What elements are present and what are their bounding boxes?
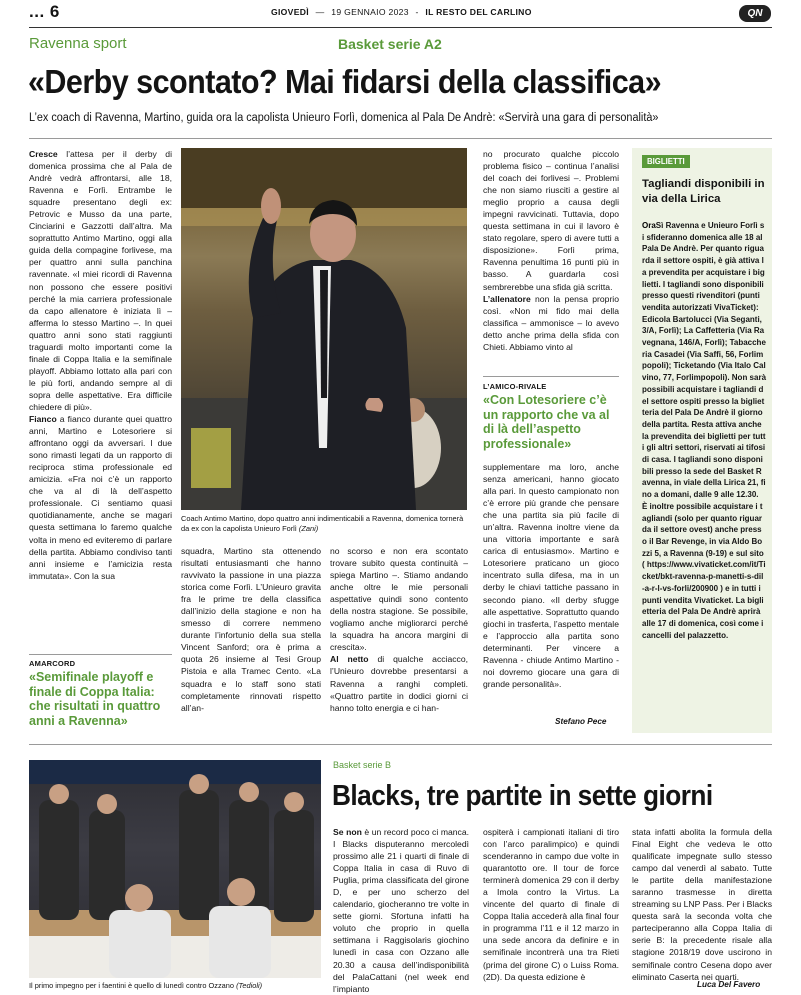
sidebar-title: Tagliandi disponibili in via della Lirica [642, 178, 765, 205]
paragraph: Se non è un record poco ci manca. I Blacks disputeranno mercoledì prossimo alle 21 i quarti di finale di Coppa Italia in casa di Ruvo di Puglia, prima classificata del girone D, e per uno scherzo del calendario, giocheranno tre volte in sette giorni. Sfortuna infatti ha voluto che proprio in quella settimana i Raggisolaris giochino lunedì in casa con Ozzano alle 20.30 a causa dell’indisponibilità del PalaCattani (nel week end l’impianto [333, 827, 470, 994]
paragraph-lead: Al netto [330, 654, 369, 665]
amico-pull-quote: «Con Lotesoriere c’è un rapporto che va al di là dell’aspetto professionale» [483, 393, 610, 451]
coach-photo [181, 148, 467, 510]
article2-col-1 [333, 826, 470, 994]
paragraph: L’allenatore non la pensa proprio così. «Non mi fido mai della classifica – ammonisce – lo avevo detto anche prima della sfida con Chieti. Abbiamo vinto al [483, 293, 619, 352]
header-dash: - [415, 7, 419, 17]
article2-col-3: stata infatti abolita la formula della Final Eight che vedeva le otto qualificate impegnate sullo stesso campo dal venerdì al sabato. Tutte le partite della manifestazione saranno trasmesse in diretta streaming su LNP Pass. Per i Blacks questa sarà la seconda volta che parteciperanno alla Coppa Italia di serie B: la precedente risale alla stagione 2018/19 dove uscirono in semifinale contro Cesena dopo aver eliminato Caserta nei quarti. [632, 827, 772, 982]
article-col-4a: no procurato qualche piccolo problema fisico – continua l’analisi del coach dei forlivesi –. Problemi che non siamo riusciti a gestire al meglio proprio a causa degli impegni ravvicinati. Tuttavia, dopo questa settimana in cui il lavoro è stato regolare, spero di avere tutti a disposizione». Forlì prima, Ravenna penultima 16 punti più in basso. A guardarla così sembrerebbe una sfida già scritta. L’allenatore non la pensa proprio così. «Non mi fido mai della classifica – ammonisce – lo avevo detto anche prima della sfida con Chieti. Abbiamo vinto al [483, 149, 619, 352]
page-number: ... 6 [29, 2, 60, 21]
paragraph-lead: Cresce [29, 149, 58, 159]
header-dateline [271, 7, 532, 17]
article-col-4c: supplementare ma loro, anche senza americani, hanno giocato alla pari. In questo campionato non c’è errore più grande che pensare che una partita sia più facile di un’altra. Ravenna inoltre viene da una vittoria importante e sarà carica di entusiasmo». Martino e Lotesoriere praticano un gioco incentrato sulla difesa, ma in un derby le chiavi tattiche passano in secondo piano. «Il derby sfugge alle aspettative. Soprattutto quando giochi in trasferta, l’aspetto mentale e l’approccio alla partita sono determinanti. Per vincere a Ravenna - chiude Antimo Martino - noi dovremo giocare una gara di grande personalità». [483, 462, 619, 689]
photo-credit-2: (Tedioli) [236, 981, 263, 990]
photo-caption-2: Il primo impegno per i faentini è quello di lunedì contro Ozzano (Tedioli) [29, 981, 263, 990]
section-sport: Basket serie A2 [338, 36, 442, 52]
amarcord-kicker: AMARCORD [29, 659, 76, 668]
photo-caption: Coach Antimo Martino, dopo quattro anni indimenticabili a Ravenna, domenica tornerà da ex con la capolista Unieuro Forlì (Zani) [181, 514, 464, 534]
header-sep: — [315, 7, 325, 17]
article-col-2: squadra, Martino sta ottenendo risultati entusiasmanti che hanno ravvivato la passione in una piazza storica come Forlì. L’Unieuro gravita fra le prime tre della classifica dall’inizio della stagione e non ha smesso di correre nemmeno durante l’infortunio della sua stella Vincent Sanford; ora è prima a quota 26 insieme al Tesi Group Pistoia e alla Tramec Cento. «La squadra e lo staff sono stati completamente rinnovati rispetto all’an- [181, 546, 321, 713]
team-huddle [29, 760, 321, 978]
section-name: Ravenna sport [29, 35, 127, 52]
amarcord-pull-quote: «Semifinale playoff e finale di Coppa Italia: che risultati in quattro anni a Ravenna» [29, 670, 161, 728]
coach-figure [181, 148, 467, 510]
col-rule [29, 654, 172, 655]
paragraph: Al netto di qualche acciacco, l’Unieuro dovrebbe presentarsi a Ravenna a ranghi completi. «Quattro partite in dodici giorni ci hanno tolto energia e ci han- [330, 654, 469, 713]
article-col-1 [29, 148, 172, 648]
article2-headline: Blacks, tre partite in sette giorni [332, 780, 713, 812]
article2-byline: Luca Del Favero [697, 980, 761, 989]
header-rule [29, 27, 772, 28]
deck-rule [29, 138, 772, 139]
header-date: 19 GENNAIO 2023 [331, 7, 409, 17]
col-rule [483, 376, 619, 377]
header-day: GIOVEDÌ [271, 7, 309, 17]
sidebar-lead: Ora [642, 221, 656, 230]
blacks-photo [29, 760, 321, 978]
page-header [0, 0, 801, 30]
article-deck: L’ex coach di Ravenna, Martino, guida ora la capolista Unieuro Forlì, domenica al Pala De Andrè: «Servirà una gara di personalità» [29, 112, 659, 124]
paragraph-lead: Fianco [29, 414, 57, 425]
sidebar-body: OraSì Ravenna e Unieuro Forlì si sfideranno domenica alle 18 al Pala De Andrè. Per quanto riguarda il settore ospiti, è già attiva la prevendita per acquistare i biglietti. I tagliandi sono disponibili presso questi rivenditori (punti vendita autorizzati VivaTicket): Edicola Bartolucci (Via Seganti, 3/A, Forlì); La Caffetteria (Via Ravegnana, 146/A, Forlì); Tabaccheria Casadei (Via Saffi, 56, Forlimpopoli); Ticketando (Via Italo Calvino, 77, Forlimpopoli). Non sarà possibili acquistare i tagliandi del settore ospiti presso la biglietteria del Pala De Andrè il giorno della partita. Resta attiva anche la prevendita dei biglietti per tutti gli altri settori, riservati ai tifosi di casa. I tagliandi sono disponibili presso la sede del Basket Ravenna, in viale della Lirica 21, fino a domani, dalle 9 alle 12.30. È inoltre possibile acquistare i tagliandi (solo per quanto riguarda il settore ovest) anche presso il Bar Revenge, in via Aldo Bozzi 5, a Ravenna (9-19) e sul sito ( https://www.vivaticket.com/it/Ticket/bkt-ravenna-p-manetti-s-dil-a-r-l-vs-forli/200900 ) e in tutti i punti vendita Vivaticket. La biglietteria del Pala De Andrè aprirà alle 17 di domenica, così come i cancelli del palazzetto. [642, 221, 767, 640]
article2-col-2: ospiterà i campionati italiani di tiro con l’arco paralimpico) e quindi scenderanno in campo due volte in quarantotto ore. Il tour de force terminerà domenica 29 con il derby a Imola contro la Virtus. La vincente del quarto di finale di Coppa Italia accederà alla final four in programma l’11 e il 12 marzo in una sede ancora da definire e in semifinale incontrerà una tra Rieti (prima del girone C) o Luiss Roma. (2D). Da questa edizione è [483, 827, 619, 982]
qn-logo: QN [739, 5, 771, 22]
amico-kicker: L’AMICO-RIVALE [483, 382, 547, 391]
header-paper: IL RESTO DEL CARLINO [425, 7, 532, 17]
article-headline: «Derby scontato? Mai fidarsi della classifica» [28, 64, 662, 101]
byline: Stefano Pece [555, 717, 607, 726]
tickets-sidebar [632, 148, 772, 733]
paragraph-lead: L’allenatore [483, 293, 531, 304]
sidebar-tag: BIGLIETTI [642, 155, 690, 168]
paragraph: Fianco a fianco durante quei quattro anni, Martino e Lotesoriere si affrontano oggi da avversari. I due sono rimasti legati da un rapporto di reciproca stima professionale ed amicizia. «Fra noi c’è un rapporto che va al di là dell’aspetto professionale. Ci sentiamo quasi quotidianamente, anche se magari questa settimana lo faremo qualche volta in meno ed eviteremo di parlare della partita. Abbiamo condiviso tanti anni insieme e l’amicizia resta immutata». Con la sua [29, 414, 172, 581]
paragraph-lead: Se non [333, 827, 362, 837]
article-col-3: no scorso e non era scontato trovare subito questa continuità – spiega Martino –. Stiamo andando anche oltre le mie personali aspettative quindi sono contento della nostra stagione. Se possibile, vogliamo anche migliorarci perché la squadra ha ancora margini di crescita». Al netto di qualche acciacco, l’Unieuro dovrebbe presentarsi a Ravenna a ranghi completi. «Quattro partite in dodici giorni ci hanno tolto energia e ci han- [330, 546, 469, 713]
article2-section: Basket serie B [333, 760, 392, 770]
photo-credit: (Zani) [298, 524, 319, 534]
article-separator [29, 744, 772, 745]
paragraph: Cresce l’attesa per il derby di domenica prossima che al Pala de Andrè vedrà affrontarsi, alle 18, Ravenna e Forlì. Entrambe le squadre presentano degli ex: Petrovic e Musso da una parte, Cinciarini e Gazzotti dall’altra. Ma soprattutto Antimo Martino, oggi alla guida della compagine forlivese, ma per quattro anni sulla panchina ravennate. «I miei ricordi di Ravenna non possono che essere positivi perché la mia carriera professionale da capo allenatore è iniziata lì – afferma lo stesso Martino –. In quei quattro anni sono stati raggiunti traguardi molto importanti come la finale di Coppa Italia e la semifinale playoff. Abbiamo lottato alla pari con le più forti, andando sempre al di sopra delle aspettative. Era difficile chiedere di più». [29, 149, 172, 412]
